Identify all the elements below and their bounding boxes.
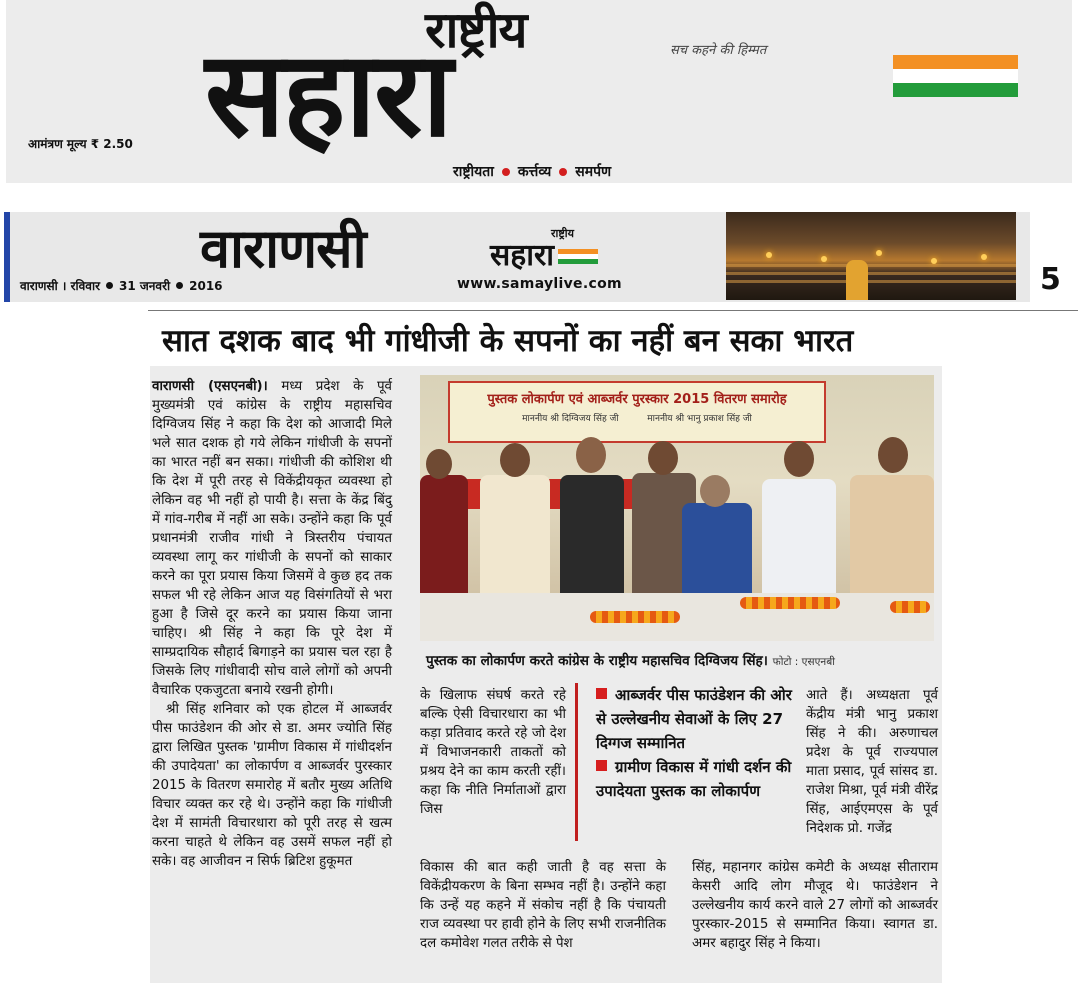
city-section-title: वाराणसी — [200, 217, 366, 280]
mini-logo-title: सहारा — [490, 238, 555, 273]
event-banner — [448, 381, 826, 443]
article-column-5: सिंह, महानगर कांग्रेस कमेटी के अध्यक्ष सीताराम केसरी आदि लोग मौजूद थे। फाउंडेशन ने उल्लेखनीय कार्य करने वाले 27 लोगों को आब्जर्वर पुरस्कार-2015 से सम्मानित किया। स्वागत डा. अमर बहादुर सिंह ने किया। — [692, 860, 938, 951]
page-number: 5 — [1040, 262, 1061, 297]
dateline-year: 2016 — [189, 278, 223, 293]
article-paragraph: श्री सिंह शनिवार को एक होटल में आब्जर्वर पीस फाउंडेशन की ओर से डा. अमर ज्योति सिंह द्वारा लिखित पुस्तक 'ग्रामीण विकास में गांधीदर्शन की उपादेयता' का लोकार्पण व आब्जर्वर पुरस्कार 2015 के वितरण समारोह में बतौर मुख्य अतिथि विचार व्यक्त कर रहे थे। उन्होंने कहा कि गांधीजी देश में सामंती विचारधारा को पूरी तरह से खत्म करना चाहते थे लेकिन वह उसमें सफल नहीं हो सके। वह आजीवन न सिर्फ ब्रिटिश हुकूमत — [152, 702, 392, 869]
highlight-text: आब्जर्वर पीस फाउंडेशन की ओर से उल्लेखनीय सेवाओं के लिए 27 दिग्गज सम्मानित — [596, 686, 792, 752]
price-label: आमंत्रण मूल्य ₹ 2.50 — [28, 137, 133, 151]
ghat-photo — [726, 212, 1016, 300]
article-column-3: विकास की बात कही जाती है वह सत्ता के विकेंद्रीयकरण के बिना सम्भव नहीं है। उन्होंने कहा कि उन्हें यह कहने में संकोच नहीं है कि पंचायती राज व्यवस्था पर हावी होने के लिए सभी राजनीतिक दल कमोवेश गलत तरीके से पेश — [420, 860, 666, 951]
masthead-motto — [453, 162, 611, 181]
dateline-day: वाराणसी । रविवार — [20, 279, 100, 293]
article-column-2: के खिलाफ संघर्ष करते रहे बल्कि ऐसी विचारधारा का भी कड़ा प्रतिवाद करते रहे जो देश में विभाजनकारी ताकतों को प्रश्रय देने का काम करती रहीं। कहा कि नीति निर्माताओं द्वारा जिस — [420, 688, 566, 817]
photo-caption — [426, 650, 835, 669]
banner-guest-right: माननीय श्री भानु प्रकाश सिंह जी — [647, 414, 752, 424]
divider — [148, 310, 1078, 311]
mini-logo-row — [490, 238, 675, 273]
article-column-4: आते हैं। अध्यक्षता पूर्व केंद्रीय मंत्री भानु प्रकाश सिंह ने की। अरुणाचल प्रदेश के पूर्व राज्यपाल माता प्रसाद, पूर्व सांसद डा. राजेश मिश्रा, पूर्व मंत्री वीरेंद्र सिंह, आईएमएस के पूर्व निदेशक प्रो. गजेंद्र — [806, 688, 938, 836]
banner-guest-left: माननीय श्री दिग्विजय सिंह जी — [522, 414, 619, 424]
article-lead: वाराणसी (एसएनबी)। — [152, 379, 268, 394]
bullet-dot-icon — [106, 282, 113, 289]
motto-item: कर्त्तव्य — [517, 164, 552, 180]
banner-guests — [450, 411, 824, 424]
masthead-title-small: राष्ट्रीय — [425, 1, 527, 59]
highlights-box — [575, 683, 806, 841]
headline: सात दशक बाद भी गांधीजी के सपनों का नहीं बन सका भारत — [162, 323, 854, 359]
motto-item: समर्पण — [575, 164, 612, 180]
dateline — [20, 277, 223, 294]
highlight-item — [578, 755, 806, 803]
square-bullet-icon — [596, 760, 607, 771]
mini-flag-icon — [558, 249, 598, 264]
dateline-date: 31 जनवरी — [118, 279, 171, 293]
article-paragraph: मध्य प्रदेश के पूर्व मुख्यमंत्री एवं कांग्रेस के राष्ट्रीय महासचिव दिग्विजय सिंह ने कहा कि देश को आजादी मिले भले सात दशक हो गये लेकिन गांधीजी के सपनों का भारत नहीं बन सका। गांधीजी की कोशिश थी कि देश में पूरी तरह से विकेंद्रीयकृत व्यवस्था हो लेकिन वह भी नहीं हो पायी है। सत्ता के केंद्र बिंदु में गांव-गरीब में नहीं आ सके। उन्होंने कहा कि पूर्व प्रधानमंत्री राजीव गांधी ने त्रिस्तरीय पंचायत व्यवस्था लागू कर गांधीजी के सपनों को साकार करने का पूरा प्रयास किया जिसमें वे कुछ हद तक सफल भी रहे लेकिन आज यह विसंगतियों से भरा हुआ है जिसे दूर करने का प्रयास किया जाना चाहिए। श्री सिंह ने कहा कि पूरे देश में साम्प्रदायिक सौहार्द बिगाड़ने का प्रयास चल रहा है जिसके लिए गांधीवादी सोच वाले लोगों को अपनी वैचारिक एकजुटता बनाये रखनी होगी। — [152, 379, 392, 698]
website-link[interactable]: www.samaylive.com — [457, 276, 622, 292]
article-column-1 — [152, 377, 392, 871]
event-photo — [420, 375, 934, 641]
banner-title: पुस्तक लोकार्पण एवं आब्जर्वर पुरस्कार 2015 वितरण समारोह — [487, 392, 787, 407]
masthead-tagline: सच कहने की हिम्मत — [670, 43, 767, 58]
bullet-dot-icon — [502, 168, 510, 176]
square-bullet-icon — [596, 688, 607, 699]
mini-logo-small: राष्ट्रीय — [550, 227, 574, 240]
highlight-item — [578, 683, 806, 755]
bullet-dot-icon — [176, 282, 183, 289]
masthead-title: सहारा — [205, 25, 451, 163]
bullet-dot-icon — [559, 168, 567, 176]
caption-text: पुस्तक का लोकार्पण करते कांग्रेस के राष्ट्रीय महासचिव दिग्विजय सिंह। — [426, 653, 768, 669]
mini-logo — [490, 226, 675, 271]
photo-credit: फोटो : एसएनबी — [772, 656, 835, 668]
motto-item: राष्ट्रीयता — [453, 164, 494, 180]
tricolor-flag-icon — [893, 55, 1018, 97]
highlight-text: ग्रामीण विकास में गांधी दर्शन की उपादेयता पुस्तक का लोकार्पण — [596, 758, 792, 800]
